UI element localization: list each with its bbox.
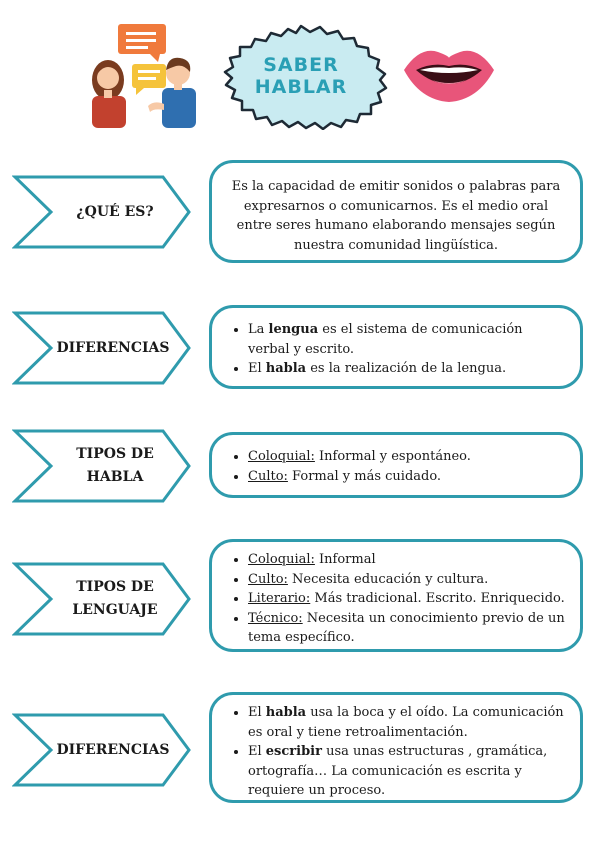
speech-bubbles-icon — [118, 24, 166, 95]
que-es-box — [209, 160, 583, 263]
title-badge — [212, 22, 390, 130]
people-talking-illustration — [88, 18, 200, 128]
badge-title — [212, 22, 390, 130]
list-item: • Culto: Necesita educación y cultura. — [248, 570, 568, 590]
que-es-arrow — [12, 174, 192, 250]
diferencias-box-1 — [209, 305, 583, 389]
tipos-habla-arrow — [12, 428, 192, 504]
list-item: • El habla es la realización de la lengua. — [248, 359, 568, 379]
list-item: • Literario: Más tradicional. Escrito. Enriquecido. — [248, 589, 568, 609]
que-es-text: Es la capacidad de emitir sonidos o palabras para expresarnos o comunicarnos. Es el medio oral entre seres humano elaborando mensajes según nuestra comunidad lingüística. — [231, 179, 561, 253]
diferencias-list-1 — [224, 320, 568, 379]
list-item: • El habla usa la boca y el oído. La comunicación es oral y tiene retroalimentación. — [248, 703, 572, 742]
list-item: • Coloquial: Informal y espontáneo. — [248, 447, 568, 467]
tipos-lenguaje-label: TIPOS DE LENGUAJE — [72, 579, 158, 618]
badge-line2: HABLAR — [254, 76, 348, 98]
list-item: • Coloquial: Informal — [248, 550, 568, 570]
diferencias-arrow-2 — [12, 712, 192, 788]
diferencias-label-2: DIFERENCIAS — [56, 741, 170, 758]
diferencias-arrow-1 — [12, 310, 192, 386]
people-talking-icon — [88, 18, 200, 128]
tipos-lenguaje-box — [209, 539, 583, 652]
list-item: • Técnico: Necesita un conocimiento previo de un tema específico. — [248, 609, 568, 648]
diferencias-box-2 — [209, 692, 583, 803]
diferencias-list-2 — [224, 703, 572, 801]
tipos-habla-box — [209, 432, 583, 498]
tipos-habla-label: TIPOS DE HABLA — [76, 446, 154, 485]
list-item: • El escribir usa unas estructuras , gramática, ortografía… La comunicación es escrita y requiere un proceso. — [248, 742, 572, 801]
lips-icon — [402, 40, 496, 106]
diferencias-label-1: DIFERENCIAS — [56, 339, 170, 356]
tipos-lenguaje-list — [224, 550, 568, 648]
list-item: • Culto: Formal y más cuidado. — [248, 467, 568, 487]
list-item: • La lengua es el sistema de comunicación verbal y escrito. — [248, 320, 568, 359]
tipos-lenguaje-arrow — [12, 561, 192, 637]
que-es-label: ¿QUÉ ES? — [76, 203, 154, 220]
badge-line1: SABER — [263, 54, 339, 76]
tipos-habla-list — [224, 447, 568, 486]
lips-illustration — [402, 40, 496, 106]
